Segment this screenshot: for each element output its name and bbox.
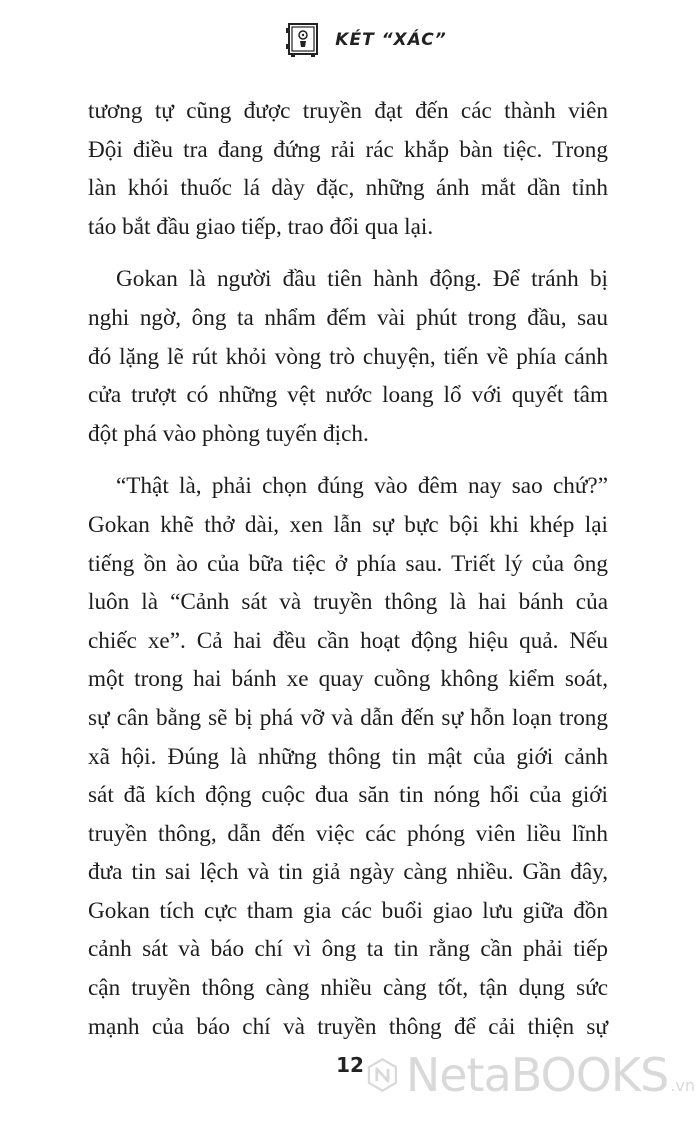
text-line: luôn là “Cảnh sát và truyền thông là hai bánh của: [88, 589, 608, 616]
paragraph: [88, 467, 608, 1046]
running-header: [0, 18, 700, 62]
text-line: tương tự cũng được truyền đạt đến các thành viên: [88, 98, 608, 124]
text-line: Đội điều tra đang đứng rải rác khắp bàn tiệc. Trong: [88, 136, 608, 163]
text-line: Gokan tích cực tham gia các buổi giao lưu giữa đồn: [88, 897, 608, 924]
text-line: cửa trượt có những vệt nước loang lổ với quyết tâm: [88, 382, 608, 409]
text-line: đột phá vào phòng tuyến địch.: [88, 420, 369, 447]
running-header-inner: [283, 20, 446, 60]
netabooks-logo-icon: [365, 1044, 400, 1106]
text-line: tiếng ồn ào của bữa tiệc ở phía sau. Triết lý của ông: [88, 550, 608, 577]
netabooks-watermark: [365, 1040, 695, 1110]
text-line: đưa tin sai lệch và tin giả ngày càng nhiều. Gần đây,: [88, 859, 608, 886]
paragraph: [88, 92, 608, 246]
text-line: “Thật là, phải chọn đúng vào đêm nay sao chứ?”: [116, 473, 608, 500]
text-line: táo bắt đầu giao tiếp, trao đổi qua lại.: [88, 213, 434, 240]
paragraph: [88, 260, 608, 453]
text-line: mạnh của báo chí và truyền thông để cải thiện sự: [88, 1013, 608, 1040]
text-line: truyền thông, dẫn đến việc các phóng viên liều lĩnh: [88, 820, 608, 847]
watermark-suffix: .vn: [670, 1075, 695, 1095]
text-line: đó lặng lẽ rút khỏi vòng trò chuyện, tiến về phía cánh: [88, 343, 608, 370]
text-line: một trong hai bánh xe quay cuồng không kiểm soát,: [88, 666, 608, 693]
text-line: Gokan khẽ thở dài, xen lẫn sự bực bội khi khép lại: [88, 511, 608, 538]
text-line: xã hội. Đúng là những thông tin mật của giới cảnh: [88, 743, 608, 770]
text-line: Gokan là người đầu tiên hành động. Để tránh bị: [116, 266, 608, 293]
text-line: sát đã kích động cuộc đua săn tin nóng hổi của giới: [88, 782, 608, 809]
watermark-brand: NetaBOOKS: [405, 1048, 669, 1102]
page-number: 12: [336, 1053, 364, 1077]
text-line: sự cân bằng sẽ bị phá vỡ và dẫn đến sự hỗn loạn trong: [88, 704, 608, 731]
text-line: nghi ngờ, ông ta nhẩm đếm vài phút trong đầu, sau: [88, 304, 608, 331]
text-line: cảnh sát và báo chí vì ông ta tin rằng cần phải tiếp: [88, 936, 608, 963]
page-body: [88, 92, 608, 1046]
text-line: cận truyền thông càng nhiều càng tốt, tận dụng sức: [88, 975, 608, 1002]
chapter-title: KÉT “XÁC”: [335, 30, 447, 50]
safe-icon: [283, 20, 323, 60]
text-line: làn khói thuốc lá dày đặc, những ánh mắt dần tỉnh: [88, 175, 608, 202]
text-line: chiếc xe”. Cả hai đều cần hoạt động hiệu quả. Nếu: [88, 627, 608, 654]
